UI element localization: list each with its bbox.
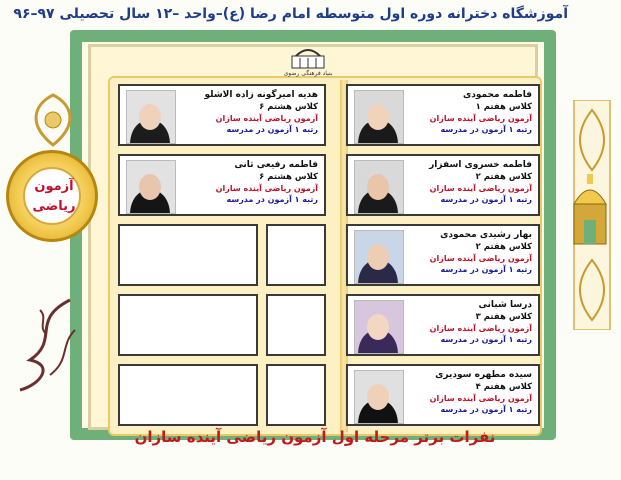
student-rank: رتبه ۱ آزمون در مدرسه (440, 125, 532, 134)
student-name: هدیه امیرگونه زاده الاشلو (204, 90, 318, 100)
student-card (118, 154, 326, 216)
student-rank: رتبه ۱ آزمون در مدرسه (226, 195, 318, 204)
student-card (346, 84, 540, 146)
empty-photo-slot (266, 364, 326, 426)
student-name: فاطمه خسروی اسفزار (429, 160, 532, 170)
student-photo (354, 230, 404, 284)
student-class: کلاس هشتم ۶ (259, 102, 318, 112)
student-class: کلاس هفتم ۴ (475, 382, 532, 392)
shrine-logo-icon (290, 46, 326, 70)
student-photo (354, 370, 404, 424)
student-card (346, 364, 540, 426)
student-name: فاطمه محمودی (463, 90, 532, 100)
empty-slot (118, 364, 258, 426)
shrine-icon (568, 170, 612, 250)
empty-slot (118, 294, 258, 356)
student-class: کلاس هفتم ۲ (475, 242, 532, 252)
empty-photo-slot (266, 224, 326, 286)
student-exam: آزمون ریاضی آینده سازان (429, 324, 532, 333)
math-exam-badge (6, 150, 98, 242)
student-photo (126, 90, 176, 144)
empty-photo-slot (266, 294, 326, 356)
calligraphy-logo-icon (10, 290, 86, 400)
student-rank: رتبه ۱ آزمون در مدرسه (440, 335, 532, 344)
student-class: کلاس هفتم ۲ (475, 172, 532, 182)
student-exam: آزمون ریاضی آینده سازان (429, 114, 532, 123)
foundation-logo (278, 46, 338, 84)
student-rank: رتبه ۱ آزمون در مدرسه (440, 265, 532, 274)
student-photo (126, 160, 176, 214)
student-name: درسا شبانی (478, 300, 532, 310)
student-name: بهار رشیدی محمودی (440, 230, 532, 240)
student-class: کلاس هفتم ۱ (475, 102, 532, 112)
student-name: فاطمه رفیعی ثانی (234, 160, 318, 170)
student-rank: رتبه ۱ آزمون در مدرسه (226, 125, 318, 134)
student-card (346, 224, 540, 286)
logo-caption: بنیاد فرهنگی رضوی (283, 70, 333, 77)
badge-line-2: ریاضی (32, 199, 76, 214)
badge-line-1: آزمون (34, 179, 74, 194)
student-exam: آزمون ریاضی آینده سازان (215, 184, 318, 193)
student-card (346, 154, 540, 216)
student-exam: آزمون ریاضی آینده سازان (429, 394, 532, 403)
student-photo (354, 90, 404, 144)
student-exam: آزمون ریاضی آینده سازان (215, 114, 318, 123)
student-photo (354, 160, 404, 214)
student-name: سیده مطهره سودیری (435, 370, 532, 380)
student-rank: رتبه ۱ آزمون در مدرسه (440, 405, 532, 414)
student-class: کلاس هفتم ۳ (475, 312, 532, 322)
empty-slot (118, 224, 258, 286)
student-card (118, 84, 326, 146)
footer-title: نفرات برتر مرحله اول آزمون ریاضی آینده سازان (134, 428, 496, 446)
page-title: آموزشگاه دخترانه دوره اول متوسطه امام رضا (ع)–واحد –۱۲ سال تحصیلی ۹۷–۹۶ (13, 6, 568, 22)
student-card (346, 294, 540, 356)
student-photo (354, 300, 404, 354)
student-exam: آزمون ریاضی آینده سازان (429, 254, 532, 263)
arabesque-ornament-icon (18, 90, 88, 150)
student-rank: رتبه ۱ آزمون در مدرسه (440, 195, 532, 204)
student-exam: آزمون ریاضی آینده سازان (429, 184, 532, 193)
student-class: کلاس هشتم ۶ (259, 172, 318, 182)
